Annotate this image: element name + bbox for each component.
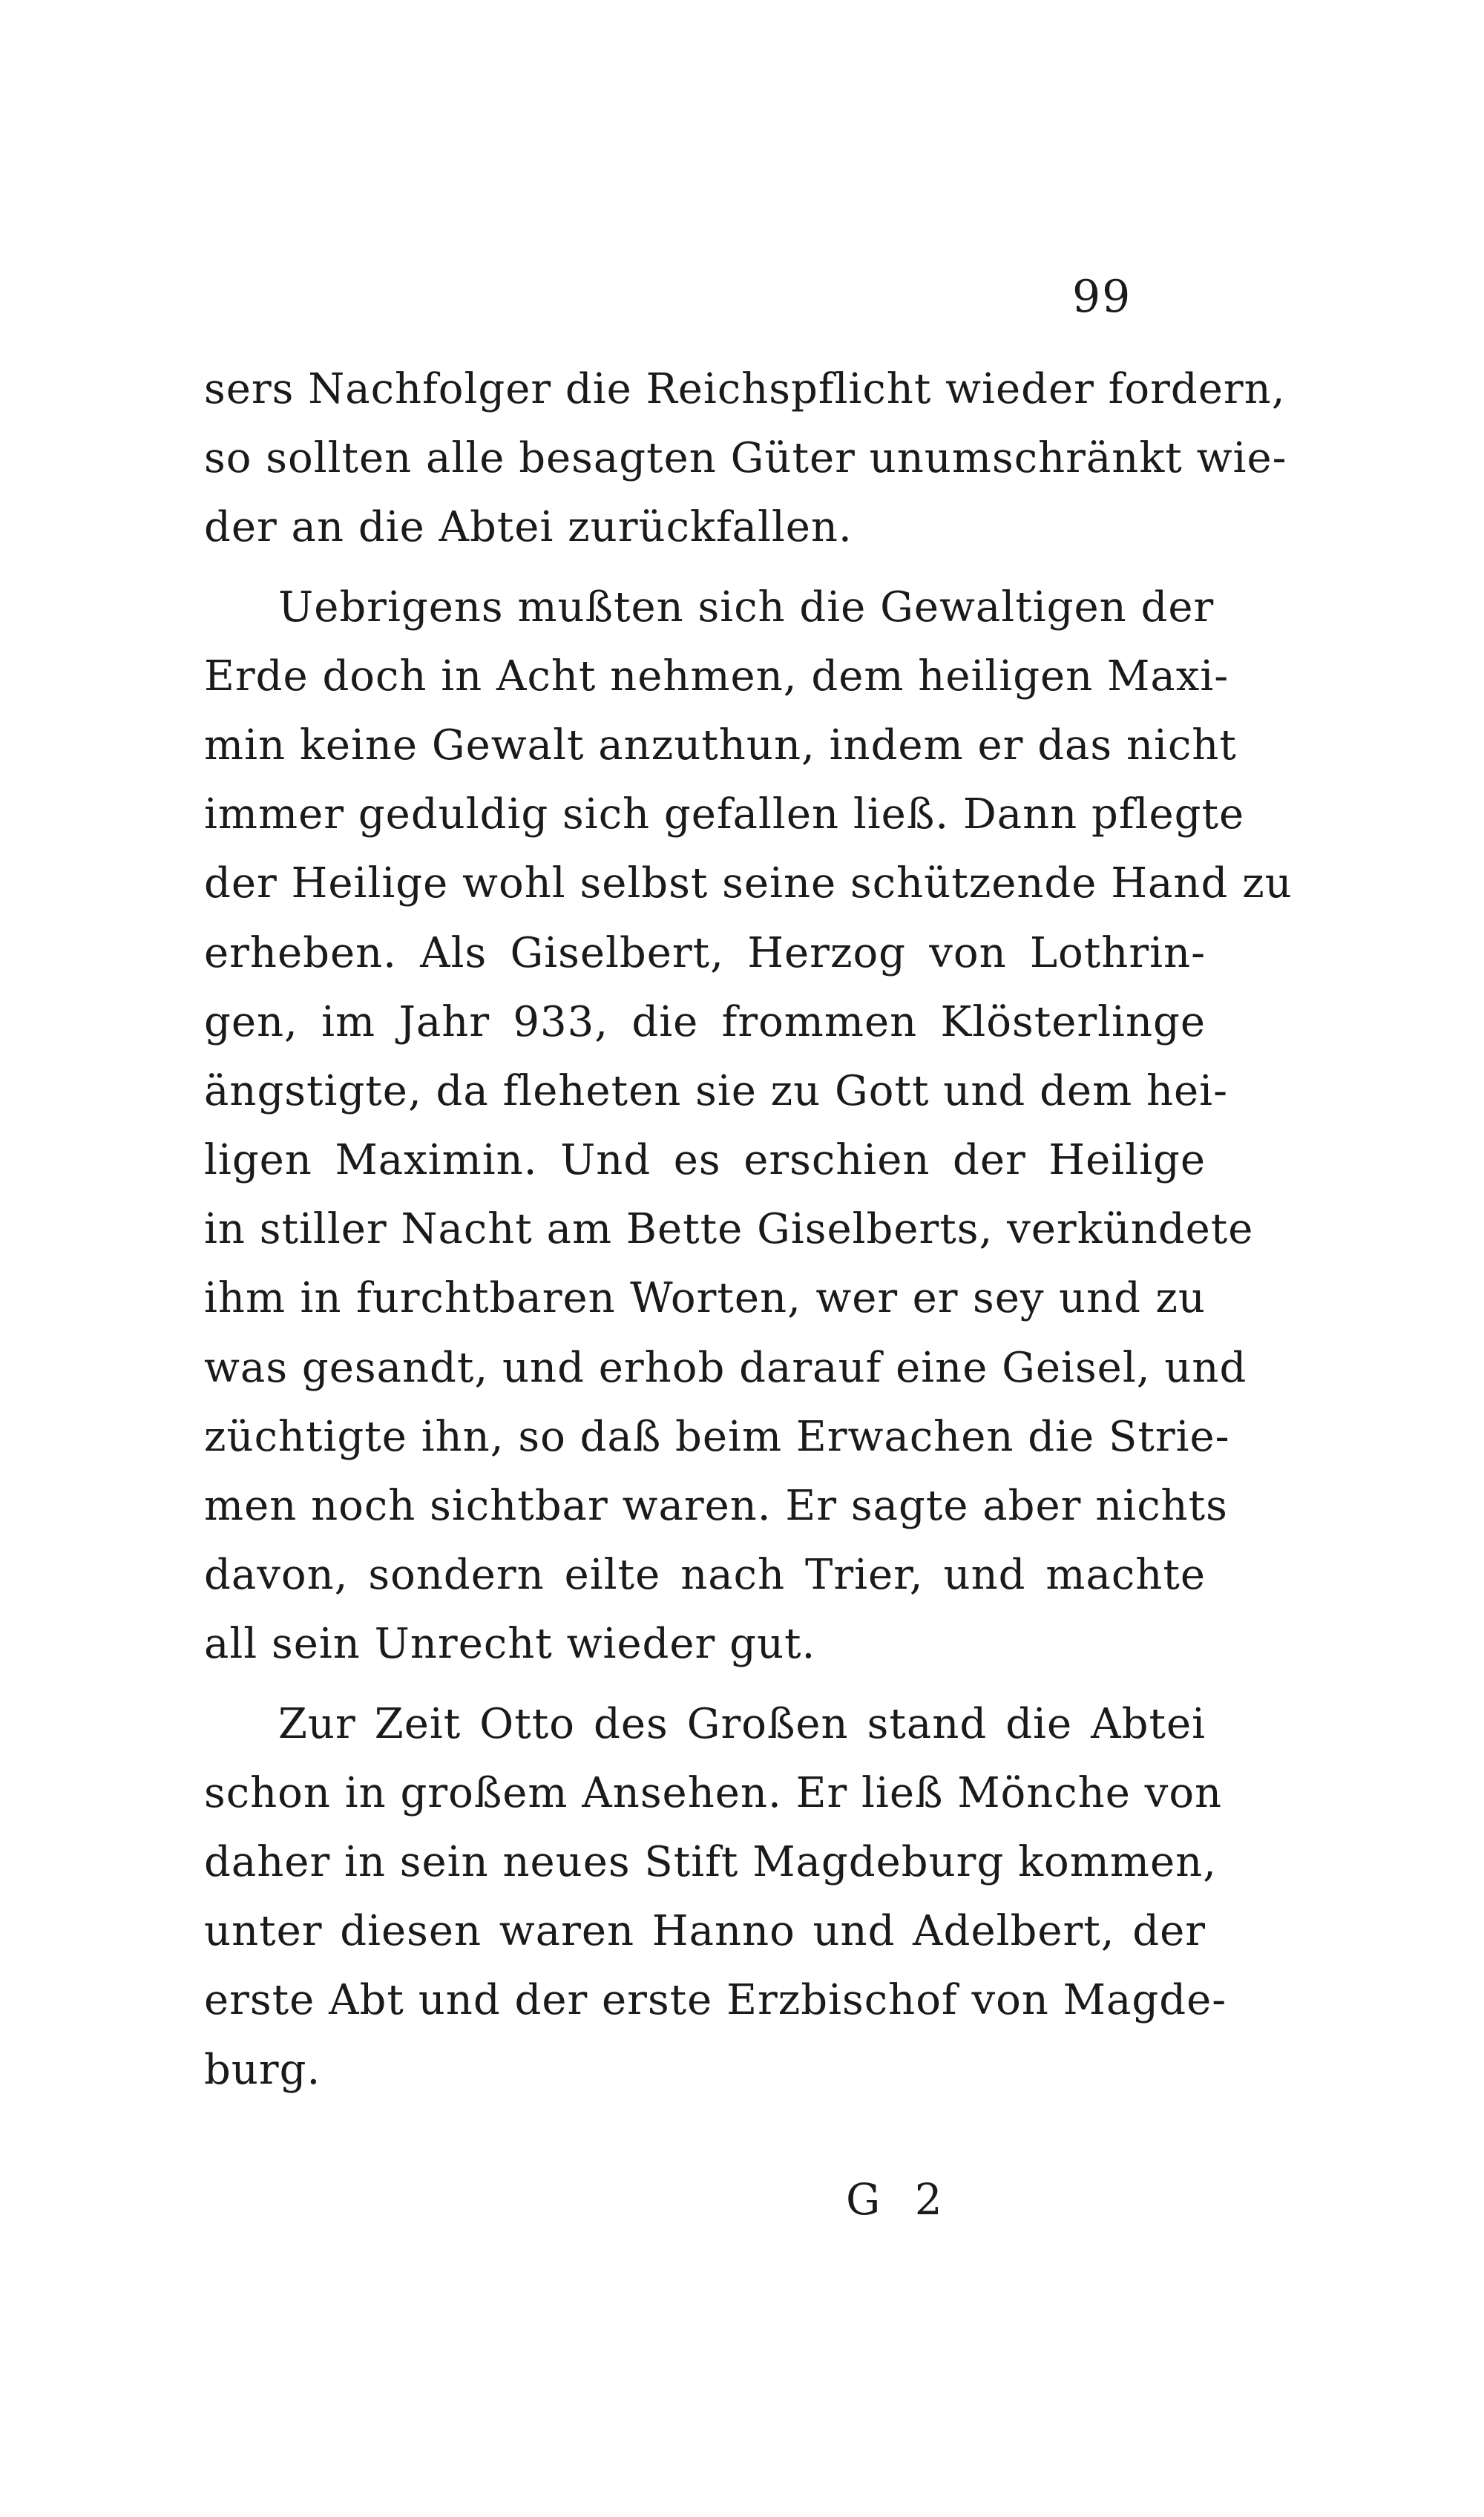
paragraph [204, 1690, 1227, 2104]
text-line: davon, sondern eilte nach Trier, und machte [204, 1551, 1206, 1600]
text-line: Erde doch in Acht nehmen, dem heiligen Maxi- [204, 652, 1229, 700]
body-text [204, 355, 1293, 2104]
text-line: min keine Gewalt anzuthun, indem er das nicht [204, 721, 1237, 769]
text-line: ihm in furchtbaren Worten, wer er sey und zu [204, 1274, 1206, 1323]
text-line: Uebrigens mußten sich die Gewaltigen der [278, 583, 1215, 631]
text-line: sers Nachfolger die Reichspflicht wieder fordern, [204, 365, 1286, 413]
text-line: erste Abt und der erste Erzbischof von Magde- [204, 1976, 1227, 2025]
text-line: züchtigte ihn, so daß beim Erwachen die Strie- [204, 1412, 1230, 1461]
paragraph [204, 573, 1293, 1679]
text-line: schon in großem Ansehen. Er ließ Mönche von [204, 1768, 1223, 1817]
text-line: erheben. Als Giselbert, Herzog von Lothrin- [204, 928, 1206, 977]
text-line: der Heilige wohl selbst seine schützende Hand zu [204, 859, 1293, 908]
text-line: all sein Unrecht wieder gut. [204, 1620, 816, 1669]
text-line: burg. [204, 2045, 321, 2094]
text-line: unter diesen waren Hanno und Adelbert, der [204, 1907, 1206, 1956]
text-line: gen, im Jahr 933, die frommen Klösterlinge [204, 997, 1206, 1046]
text-line: daher in sein neues Stift Magdeburg kommen, [204, 1837, 1217, 1886]
text-line: der an die Abtei zurückfallen. [204, 503, 853, 552]
text-line: ängstigte, da fleheten sie zu Gott und dem hei- [204, 1066, 1229, 1115]
page-number: 99 [1072, 271, 1132, 323]
text-line: so sollten alle besagten Güter unumschränkt wie- [204, 434, 1287, 483]
text-line: Zur Zeit Otto des Großen stand die Abtei [278, 1699, 1206, 1748]
text-line: in stiller Nacht am Bette Giselberts, verkündete [204, 1205, 1254, 1254]
text-line: men noch sichtbar waren. Er sagte aber nichts [204, 1482, 1228, 1530]
paragraph [204, 355, 1287, 562]
text-line: ligen Maximin. Und es erschien der Heilige [204, 1136, 1206, 1185]
signature-mark: G 2 [846, 2174, 953, 2225]
text-line: immer geduldig sich gefallen ließ. Dann pflegte [204, 790, 1245, 839]
text-line: was gesandt, und erhob darauf eine Geisel, und [204, 1343, 1247, 1392]
